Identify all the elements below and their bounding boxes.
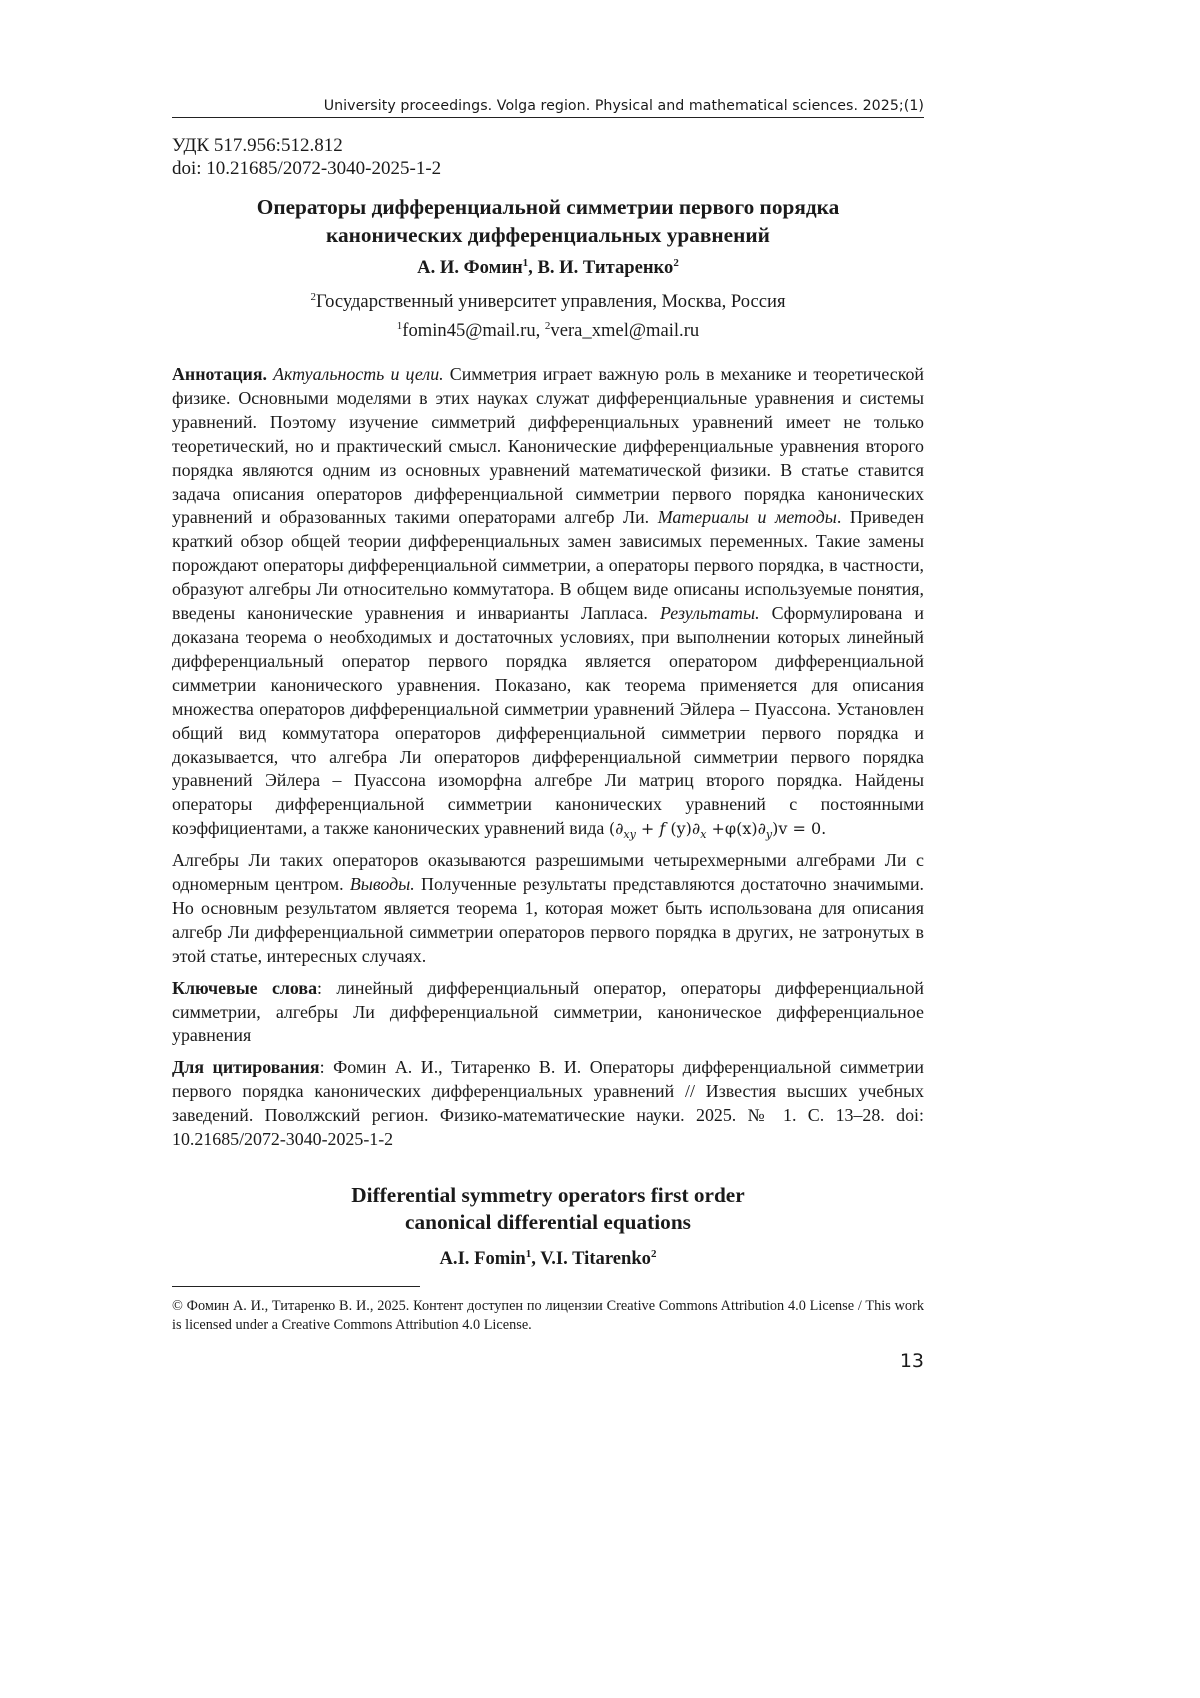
citation-text: : Фомин А. И., Титаренко В. И. Операторы дифференциальной симметрии первого порядка канонических дифференциальных уравнений // Известия высших учебных заведений. Поволжский регион. Физико-математические науки. 2025. № 1. С. 13–28. doi: 10.21685/2072-3040-2025-1-2 (172, 1057, 924, 1150)
eq-end: . (821, 819, 827, 839)
running-header: University proceedings. Volga region. Physical and mathematical sciences. 2025;(1) (172, 98, 924, 118)
eq-close: )v = 0 (772, 819, 822, 839)
emails-line (172, 316, 924, 345)
author-1: А. И. Фомин (417, 257, 523, 278)
author-2: В. И. Титаренко (537, 257, 674, 278)
en-title-line-1: Differential symmetry operators first order (351, 1183, 745, 1207)
copyright-footnote: © Фомин А. И., Титаренко В. И., 2025. Контент доступен по лицензии Creative Commons Attribution 4.0 License / This work is licensed under a Creative Commons Attribution 4.0 License. (172, 1298, 924, 1333)
udk-code: УДК 517.956:512.812 (172, 135, 343, 156)
eq-y-part: (y)∂ (665, 819, 701, 839)
affiliation-text: Государственный университет управления, Москва, Россия (315, 291, 786, 312)
en-author-separator: , (531, 1248, 541, 1269)
doi: doi: 10.21685/2072-3040-2025-1-2 (172, 158, 442, 179)
title-line-1: Операторы дифференциальной симметрии первого порядка (256, 195, 840, 219)
affiliation-block (172, 287, 924, 345)
abstract-heading-results: Результаты. (659, 603, 760, 624)
citation (172, 1056, 924, 1152)
affiliation-sup: 2 (310, 291, 316, 303)
eq-plus-1: + (635, 819, 660, 839)
email-2-sup: 2 (544, 320, 551, 332)
abstract-heading-conclusions: Выводы. (349, 874, 415, 895)
email-1: fomin45@mail.ru, (402, 320, 545, 341)
eq-sub-x: x (700, 828, 707, 842)
en-title-line-2: canonical differential equations (405, 1210, 691, 1234)
authors-ru (172, 255, 924, 281)
eq-phi-part: +φ(x)∂ (706, 819, 766, 839)
abstract-text-2: . Приведен краткий обзор общей теории дифференциальных замен зависимых переменных. Такие замены порождают операторы дифференциальной симметрии, а операторы первого порядка, в частности, образуют алгебры Ли относительно коммутатора. В общем виде описаны используемые понятия, введены канонические уравнения и инварианты Лапласа. (172, 507, 924, 624)
abstract-text-5: Полученные результаты представляются достаточно значимыми. Но основным результатом является теорема 1, которая может быть использована для описания алгебр Ли дифференциальной симметрии операторов первого порядка в других, не затронутых в этой статье, интересных случаях. (172, 874, 924, 966)
article-meta (172, 134, 924, 180)
citation-label: Для цитирования (172, 1057, 320, 1078)
eq-open: (∂ (608, 819, 624, 839)
keywords-text: : линейный дифференциальный оператор, операторы дифференциальной симметрии, алгебры Ли дифференциальной симметрии, каноническое дифференциальное уравнения (172, 977, 924, 1046)
abstract-paragraph-1 (172, 363, 924, 841)
email-1-sup: 1 (396, 320, 403, 332)
abstract-text-3: Сформулирована и доказана теорема о необходимых и достаточных условиях, при выполнении которых линейный дифференциальный оператор первого порядка является оператором дифференциальной симметрии канонического уравнения. Показано, как теорема применяется для описания множества операторов дифференциальной симметрии уравнений Эйлера – Пуассона. Установлен общий вид коммутатора операторов дифференциальной симметрии первого порядка и доказывается, что алгебра Ли операторов дифференциальной симметрии первого порядка уравнений Эйлера – Пуассона изоморфна алгебре Ли матриц второго порядка. Найдены операторы дифференциальной симметрии канонических уравнений с постоянными коэффициентами, а также канонических уравнений вида (172, 603, 924, 839)
page (172, 98, 924, 1372)
abstract (172, 363, 924, 969)
en-author-2: V.I. Titarenko (540, 1248, 651, 1269)
abstract-paragraph-2 (172, 849, 924, 969)
authors-en (172, 1246, 924, 1272)
en-author-1-sup: 1 (525, 1248, 532, 1260)
email-2: vera_xmel@mail.ru (550, 320, 700, 341)
equation (608, 819, 827, 842)
keywords-label: Ключевые слова (172, 977, 318, 998)
abstract-text-1: Симметрия играет важную роль в механике и теоретической физике. Основными моделями в этих науках служат дифференциальные уравнения и системы уравнений. Поэтому изучение симметрий дифференциальных уравнений имеет не только теоретический, но и практический смысл. Канонические дифференциальные уравнения второго порядка являются одним из основных уравнений математической физики. В статье ставится задача описания операторов дифференциальной симметрии первого порядка канонических уравнений и образованных такими операторами алгебр Ли. (172, 364, 925, 528)
keywords (172, 977, 924, 1049)
abstract-text-4: Алгебры Ли таких операторов оказываются разрешимыми четырехмерными алгебрами Ли с одномерным центром. (172, 850, 924, 895)
article-title-en (172, 1182, 924, 1236)
author-1-sup: 1 (522, 257, 529, 269)
eq-f: f (659, 819, 666, 839)
en-author-1: A.I. Fomin (439, 1248, 526, 1269)
abstract-heading-relevance: Актуальность и цели. (273, 364, 444, 384)
footnote-divider (172, 1286, 420, 1287)
title-line-2: канонических дифференциальных уравнений (326, 223, 770, 247)
author-separator: , (528, 257, 538, 278)
en-author-2-sup: 2 (650, 1248, 657, 1260)
abstract-heading-methods: Материалы и методы (657, 507, 837, 528)
abstract-label: Аннотация. (172, 364, 267, 384)
article-title-ru (172, 193, 924, 249)
eq-sub-xy: xy (623, 828, 636, 842)
affiliation-line (172, 287, 924, 316)
eq-sub-y: y (765, 828, 773, 842)
author-2-sup: 2 (673, 257, 679, 269)
page-number: 13 (899, 1350, 924, 1373)
